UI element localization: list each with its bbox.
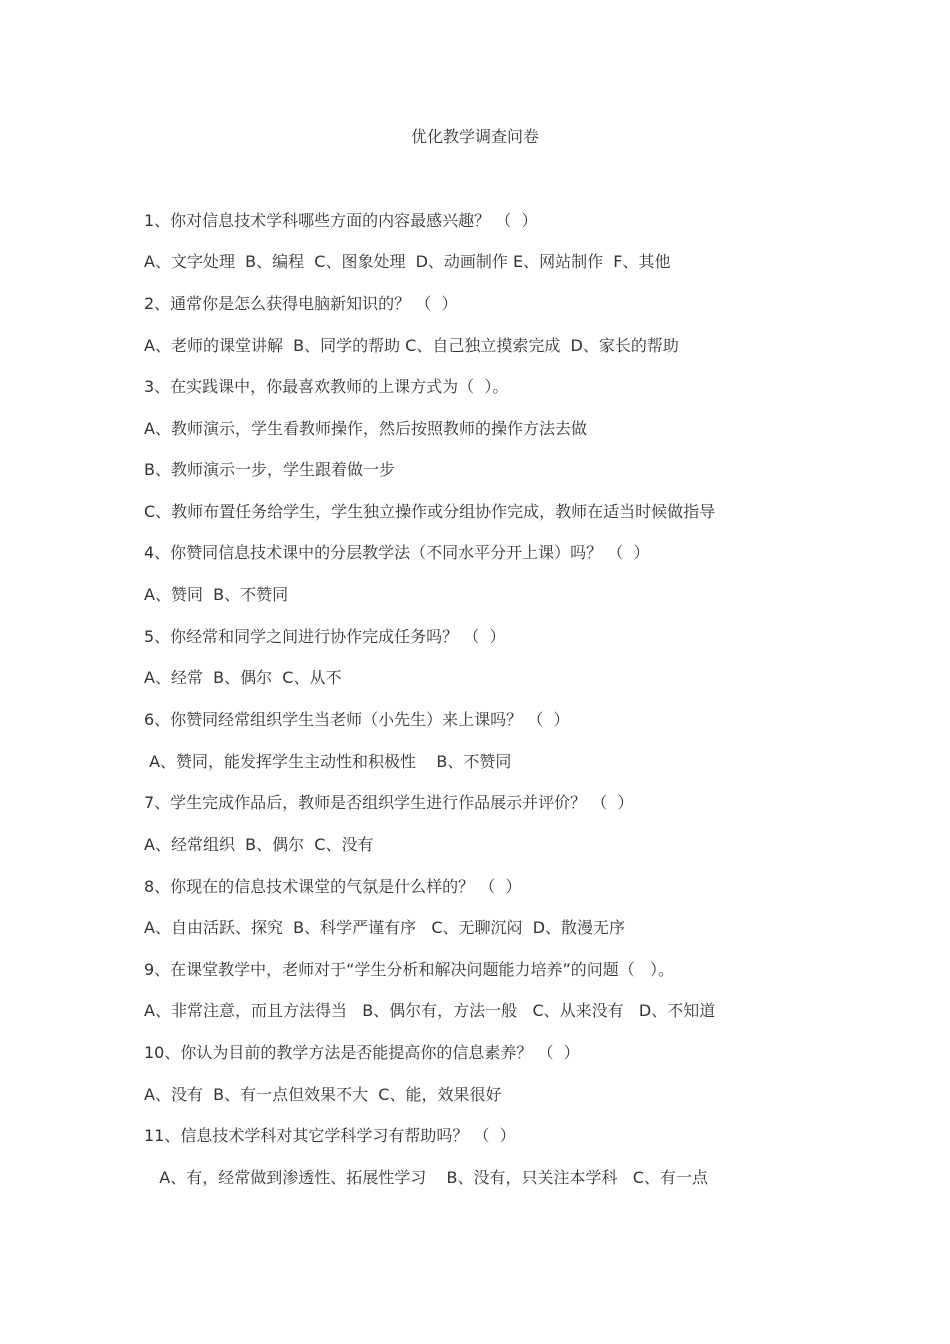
option-3b: B、教师演示一步，学生跟着做一步 [144, 460, 395, 479]
options-10: A、没有 B、有一点但效果不大 C、能，效果很好 [144, 1085, 502, 1104]
options-7: A、经常组织 B、偶尔 C、没有 [144, 835, 374, 854]
page-title: 优化教学调查问卷 [410, 127, 539, 146]
question-3: 3、在实践课中，你最喜欢教师的上课方式为（ ）。 [144, 377, 509, 396]
question-10: 10、你认为目前的教学方法是否能提高你的信息素养？ （ ） [144, 1043, 580, 1062]
options-2: A、老师的课堂讲解 B、同学的帮助 C、自己独立摸索完成 D、家长的帮助 [144, 336, 679, 355]
question-7: 7、学生完成作品后，教师是否组织学生进行作品展示并评价？ （ ） [144, 793, 634, 812]
question-4: 4、你赞同信息技术课中的分层教学法（不同水平分开上课）吗？ （ ） [144, 543, 650, 562]
options-9: A、非常注意，而且方法得当 B、偶尔有，方法一般 C、从来没有 D、不知道 [144, 1001, 716, 1020]
options-5: A、经常 B、偶尔 C、从不 [144, 668, 342, 687]
options-11: A、有，经常做到渗透性、拓展性学习 B、没有，只关注本学科 C、有一点 [144, 1168, 708, 1187]
options-8: A、自由活跃、探究 B、科学严谨有序 C、无聊沉闷 D、散漫无序 [144, 918, 626, 937]
option-3c: C、教师布置任务给学生，学生独立操作或分组协作完成，教师在适当时候做指导 [144, 502, 716, 521]
option-3a: A、教师演示，学生看教师操作，然后按照教师的操作方法去做 [144, 419, 587, 438]
options-4: A、赞同 B、不赞同 [144, 585, 289, 604]
question-6: 6、你赞同经常组织学生当老师（小先生）来上课吗？ （ ） [144, 710, 570, 729]
question-8: 8、你现在的信息技术课堂的气氛是什么样的？ （ ） [144, 877, 522, 896]
question-5: 5、你经常和同学之间进行协作完成任务吗？ （ ） [144, 627, 506, 646]
question-11: 11、信息技术学科对其它学科学习有帮助吗？ （ ） [144, 1126, 516, 1145]
question-1: 1、你对信息技术学科哪些方面的内容最感兴趣？ （ ） [144, 211, 538, 230]
options-1: A、文字处理 B、编程 C、图象处理 D、动画制作 E、网站制作 F、其他 [144, 252, 671, 271]
question-2: 2、通常你是怎么获得电脑新知识的？ （ ） [144, 294, 458, 313]
options-6: A、赞同，能发挥学生主动性和积极性 B、不赞同 [144, 752, 512, 771]
question-9: 9、在课堂教学中，老师对于“学生分析和解决问题能力培养”的问题（ ）。 [144, 960, 675, 979]
